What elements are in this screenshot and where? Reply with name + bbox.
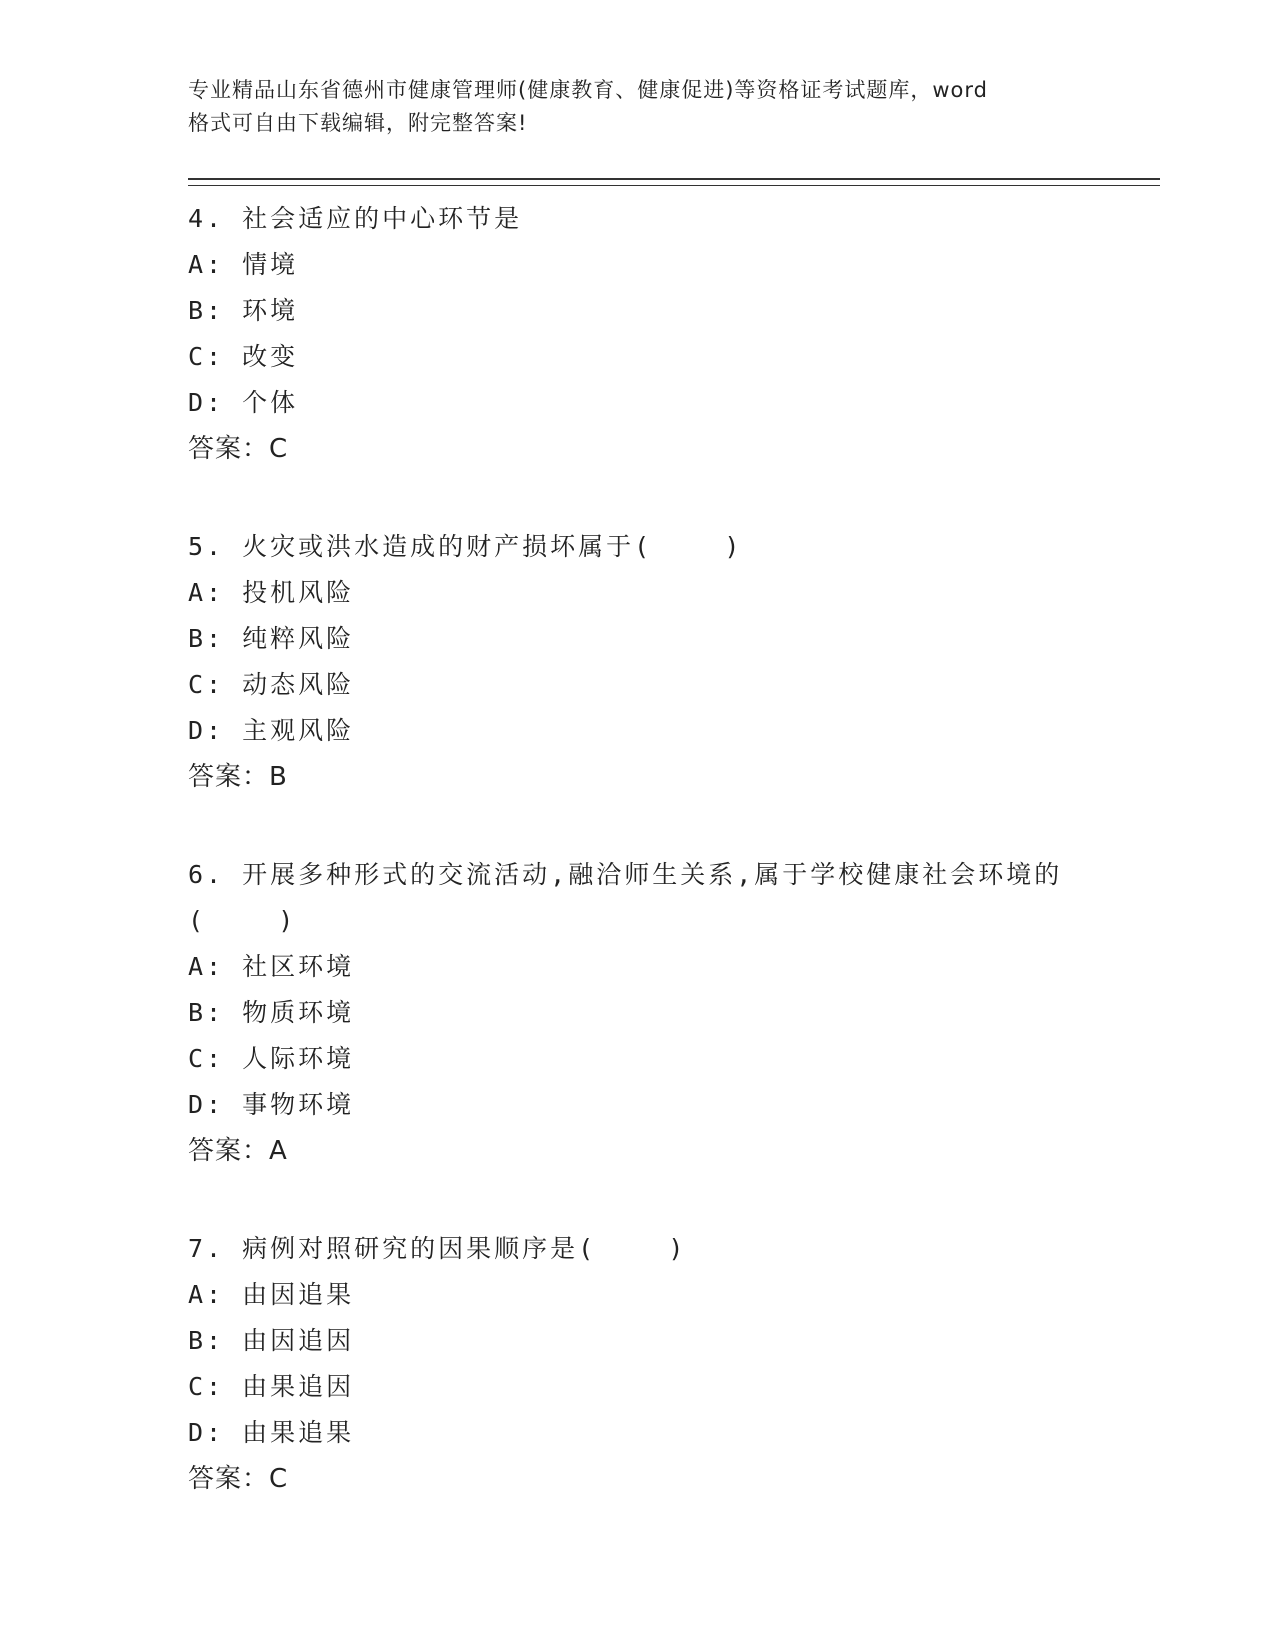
answer: 答案：C	[188, 434, 289, 464]
question-stem: 6. 开展多种形式的交流活动,融洽师生关系,属于学校健康社会环境的 ( )	[188, 860, 1063, 935]
document-header	[188, 74, 1160, 140]
question-6	[188, 852, 1160, 1174]
option-b: B: 纯粹风险	[188, 624, 355, 653]
option-d: D: 个体	[188, 388, 299, 417]
option-c: C: 改变	[188, 342, 299, 371]
header-divider	[188, 178, 1160, 186]
question-stem: 5. 火灾或洪水造成的财产损坏属于( )	[188, 532, 743, 561]
option-a: A: 由因追果	[188, 1280, 355, 1309]
answer: 答案：A	[188, 1136, 288, 1166]
header-line-1: 专业精品山东省德州市健康管理师(健康教育、健康促进)等资格证考试题库，word	[188, 78, 989, 102]
question-4	[188, 196, 1160, 472]
option-b: B: 由因追因	[188, 1326, 355, 1355]
option-c: C: 人际环境	[188, 1044, 355, 1073]
option-a: A: 情境	[188, 250, 299, 279]
question-5	[188, 524, 1160, 800]
option-b: B: 物质环境	[188, 998, 355, 1027]
option-c: C: 动态风险	[188, 670, 355, 699]
option-c: C: 由果追因	[188, 1372, 355, 1401]
option-a: A: 投机风险	[188, 578, 355, 607]
header-line-2: 格式可自由下载编辑，附完整答案!	[188, 111, 528, 135]
question-stem: 7. 病例对照研究的因果顺序是( )	[188, 1234, 687, 1263]
option-d: D: 由果追果	[188, 1418, 355, 1447]
option-a: A: 社区环境	[188, 952, 355, 981]
option-d: D: 事物环境	[188, 1090, 355, 1119]
answer: 答案：B	[188, 762, 288, 792]
question-stem: 4. 社会适应的中心环节是	[188, 204, 523, 233]
question-7	[188, 1226, 1160, 1502]
option-d: D: 主观风险	[188, 716, 355, 745]
answer: 答案：C	[188, 1464, 289, 1494]
option-b: B: 环境	[188, 296, 299, 325]
document-page	[188, 74, 1160, 1502]
